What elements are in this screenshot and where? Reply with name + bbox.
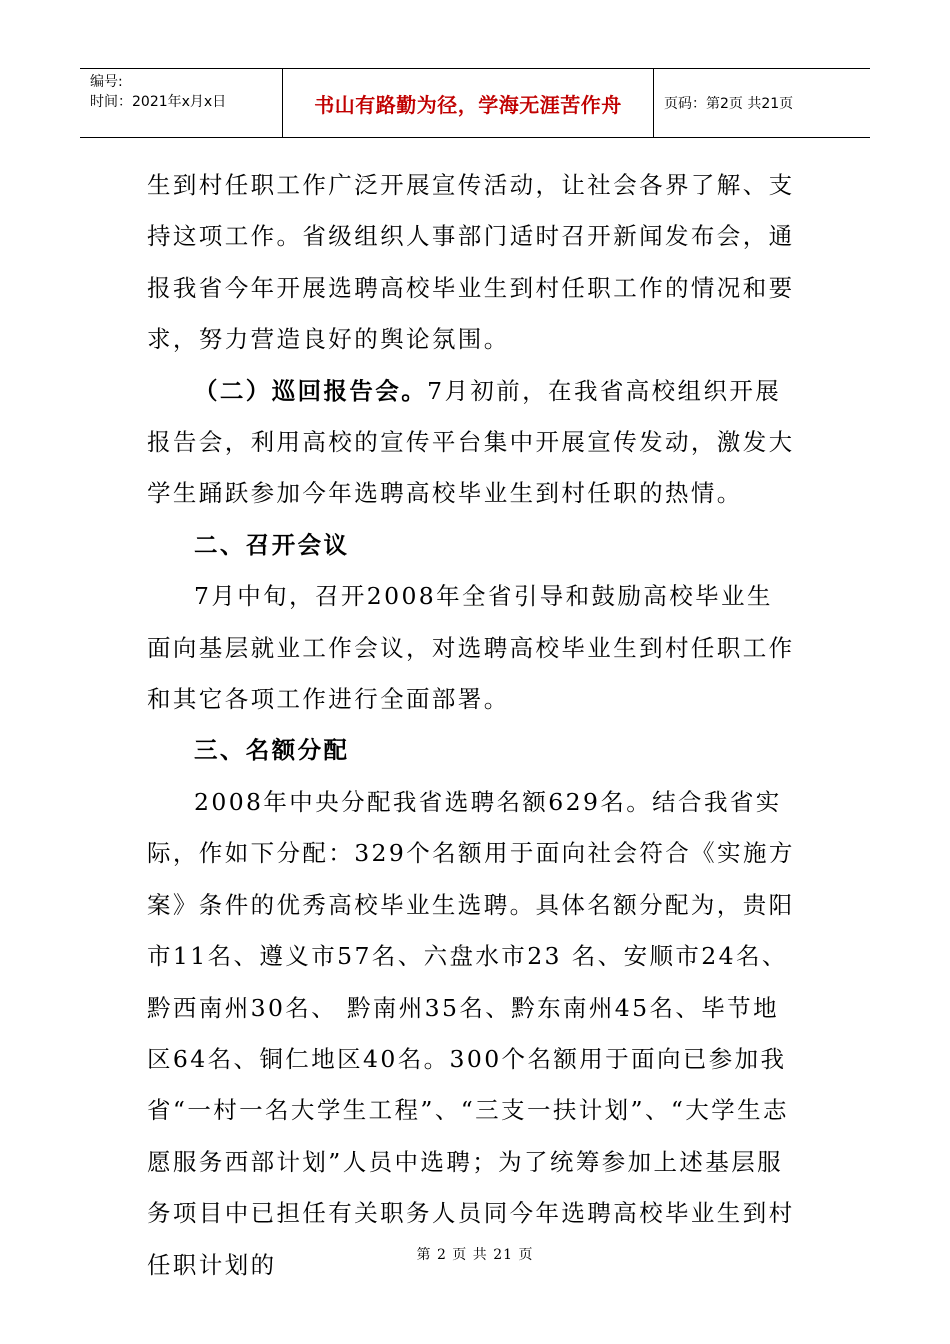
document-number-label: 编号: — [90, 74, 123, 90]
section-heading-meeting: 二、召开会议 — [194, 530, 350, 559]
paragraph-report-meeting-title: （二）巡回报告会。 — [194, 376, 428, 405]
document-time-label: 时间：2021年x月x日 — [90, 94, 227, 110]
header-motto: 书山有路勤为径，学海无涯苦作舟 — [283, 69, 654, 137]
page-header — [80, 68, 870, 138]
paragraph-report-meeting-text: 7月初前，在我省高校组织开展报告会，利用高校的宣传平台集中开展宣传发动，激发大学生踊跃参加今年选聘高校毕业生到村任职的热情。 — [147, 376, 795, 508]
paragraph-meeting: 7月中旬，召开2008年全省引导和鼓励高校毕业生面向基层就业工作会议，对选聘高校毕业生到村任职工作和其它各项工作进行全面部署。 — [147, 582, 795, 714]
paragraph-quota: 2008年中央分配我省选聘名额629名。结合我省实际，作如下分配：329个名额用于面向社会符合《实施方案》条件的优秀高校毕业生选聘。具体名额分配为，贵阳市11名、遵义市57名、六盘水市23 名、安顺市24名、黔西南州30名、 黔南州35名、黔东南州45名、毕节地区64名、铜仁地区40名。300个名额用于面向已参加我省“一村一名大学生工程”、“三支一扶计划”、“大学生志愿服务西部计划”人员中选聘；为了统筹参加上述基层服务项目中已担任有关职务人员同今年选聘高校毕业生到村任职计划的 — [147, 787, 795, 1279]
paragraph-report-meeting — [147, 366, 797, 520]
section-heading-quota: 三、名额分配 — [194, 736, 350, 765]
paragraph-publicity: 生到村任职工作广泛开展宣传活动，让社会各界了解、支持这项工作。省级组织人事部门适时召开新闻发布会，通报我省今年开展选聘高校毕业生到村任职工作的情况和要求，努力营造良好的舆论氛围。 — [147, 171, 795, 354]
header-page-info: 页码：第2页 共21页 — [664, 96, 794, 112]
header-meta — [80, 69, 283, 137]
page-footer: 第 2 页 共 21 页 — [416, 1247, 534, 1263]
document-body — [147, 160, 797, 1291]
